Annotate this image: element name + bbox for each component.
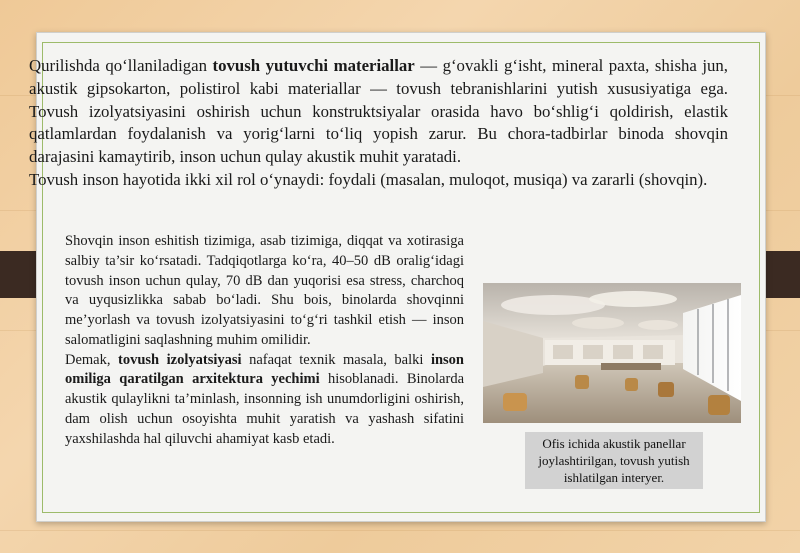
body-p2-post: hisoblanadi. Binolarda akustik qulaylikni ta’minlash, insonning ish unumdorligini oshirish, dam olish uchun osoyishta muhit yaratish va yashash sifatini yaxshilashda hal qiluvchi ahamiyat kasb etadi.	[65, 371, 465, 447]
body-p2-mid: nafaqat texnik masala, balki	[241, 351, 431, 368]
wood-grain-line	[0, 530, 800, 531]
intro-p1-pre: Qurilishda qo‘llaniladigan	[29, 56, 213, 75]
body-paragraph-1: Shovqin inson eshitish tizimiga, asab tizimiga, diqqat va xotirasiga salbiy ta’sir ko‘rsatadi. Tadqiqotlarga ko‘ra, 40–50 dB oralig‘idagi tovush inson uchun qulay, 70 dB dan yuqorisi esa stress, charchoq va uyqusizlikka sabab bo‘ladi. Shu bois, binolarda shovqinni me’yorlash va tovush izolyatsiyasini to‘g‘ri tashkil etish — inson salomatligini saqlashning muhim omilidir.	[65, 233, 464, 348]
body-text	[65, 232, 464, 449]
intro-text	[29, 55, 728, 192]
body-p2-bold-2: inson omiliga qaratilgan arxitektura yechimi	[65, 351, 464, 388]
intro-p1-post: — g‘ovakli g‘isht, mineral paxta, shisha jun, akustik gipsokarton, polistirol kabi materiallar — tovush tebranishlarini yutish xususiyatiga ega. Tovush izolyatsiyasini oshirish uchun konstruktsiyalar orasida havo bo‘shlig‘i qoldirish, elastik qatlamlardan foydalanish va yorig‘larni to‘liq yopish zarur. Bu chora-tadbirlar binoda shovqin darajasini kamaytirib, inson uchun qulay akustik muhit yaratadi.	[29, 56, 728, 167]
right-dark-tab	[764, 251, 800, 298]
left-dark-tab	[0, 251, 40, 298]
intro-paragraph-1	[29, 55, 728, 169]
image-caption: Ofis ichida akustik panellar joylashtirilgan, tovush yutish ishlatilgan interyer.	[538, 436, 690, 485]
body-p2-pre: Demak,	[65, 351, 119, 368]
intro-p1-bold: tovush yutuvchi materiallar	[212, 56, 415, 75]
intro-paragraph-2: Tovush inson hayotida ikki xil rol o‘ynaydi: foydali (masalan, muloqot, musiqa) va zararli (shovqin).	[29, 169, 708, 189]
body-paragraph-2	[65, 351, 464, 450]
image-caption-box	[525, 432, 703, 489]
body-p2-bold-1: tovush izolyatsiyasi	[118, 351, 242, 368]
office-interior-image	[483, 283, 741, 423]
office-interior-photo	[483, 283, 741, 423]
